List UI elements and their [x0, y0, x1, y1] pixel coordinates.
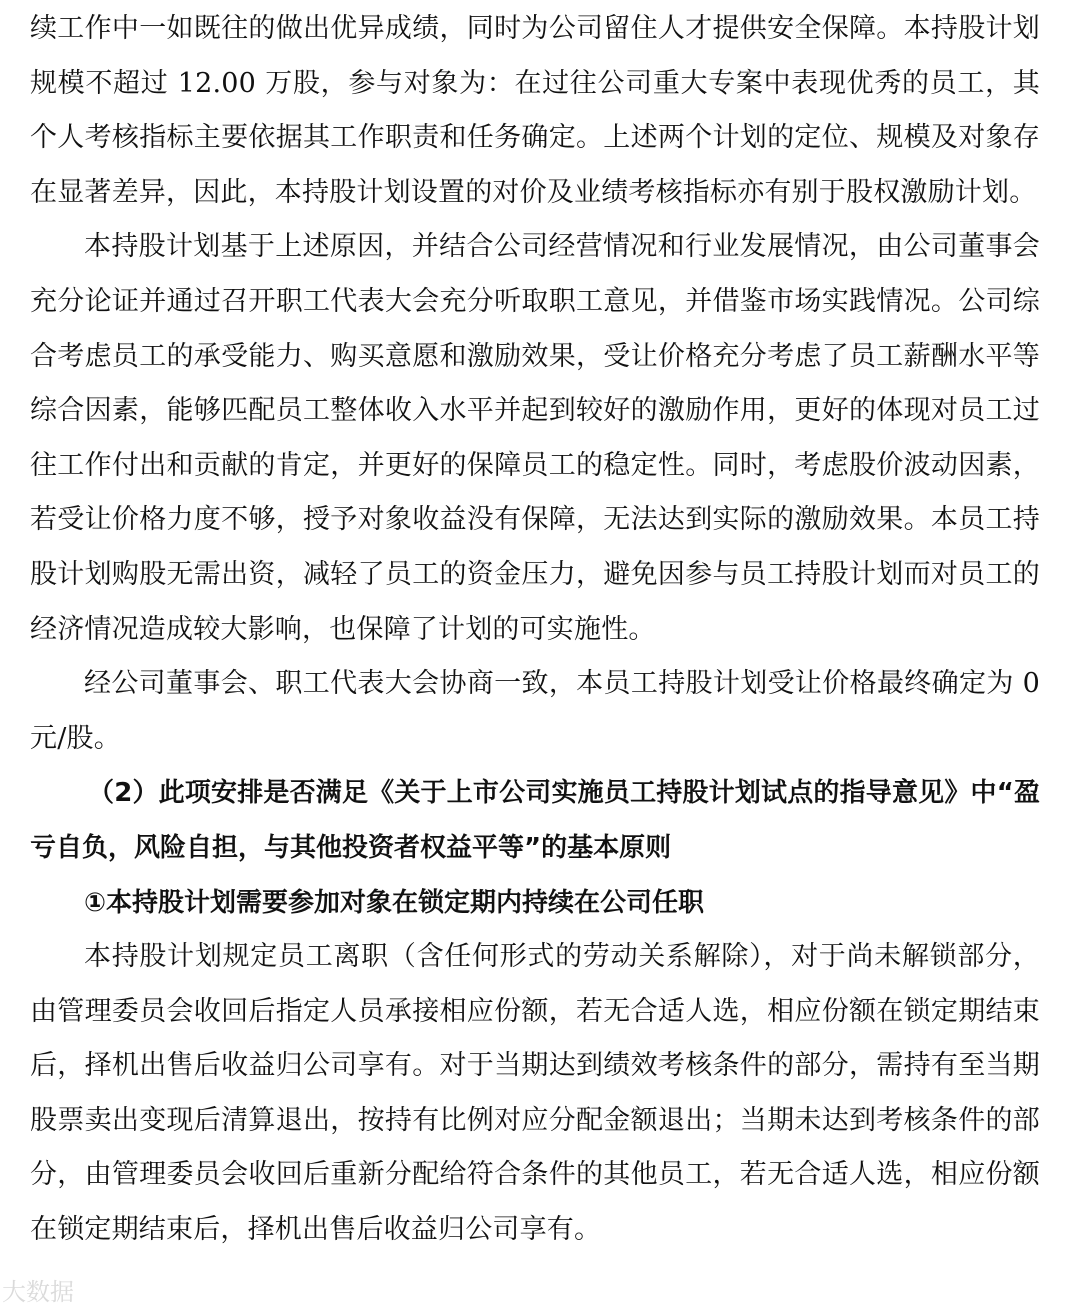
paragraph-reasoning: 本持股计划基于上述原因，并结合公司经营情况和行业发展情况，由公司董事会充分论证并通过召开职工代表大会充分听取职工意见，并借鉴市场实践情况。公司综合考虑员工的承受能力、购买意愿和激励效果，受让价格充分考虑了员工薪酬水平等综合因素，能够匹配员工整体收入水平并起到较好的激励作用，更好的体现对员工过往工作付出和贡献的肯定，并更好的保障员工的稳定性。同时，考虑股价波动因素，若受让价格力度不够，授予对象收益没有保障，无法达到实际的激励效果。本员工持股计划购股无需出资，减轻了员工的资金压力，避免因参与员工持股计划而对员工的经济情况造成较大影响，也保障了计划的可实施性。: [30, 231, 1040, 645]
paragraph-price-determination: 经公司董事会、职工代表大会协商一致，本员工持股计划受让价格最终确定为 0 元/股。: [30, 668, 1040, 754]
watermark: 大数据: [2, 1278, 74, 1306]
document-page: [30, 0, 1040, 1258]
paragraph-continued: 续工作中一如既往的做出优异成绩，同时为公司留住人才提供安全保障。本持股计划规模不超过 12.00 万股，参与对象为：在过往公司重大专案中表现优秀的员工，其个人考核指标主要依据其工作职责和任务确定。上述两个计划的定位、规模及对象存在显著差异，因此，本持股计划设置的对价及业绩考核指标亦有别于股权激励计划。: [30, 13, 1040, 208]
section-heading-2: （2）此项安排是否满足《关于上市公司实施员工持股计划试点的指导意见》中“盈亏自负，风险自担，与其他投资者权益平等”的基本原则: [30, 778, 1040, 863]
paragraph-resignation-rules: 本持股计划规定员工离职（含任何形式的劳动关系解除），对于尚未解锁部分，由管理委员会收回后指定人员承接相应份额，若无合适人选，相应份额在锁定期结束后，择机出售后收益归公司享有。对于当期达到绩效考核条件的部分，需持有至当期股票卖出变现后清算退出，按持有比例对应分配金额退出；当期未达到考核条件的部分，由管理委员会收回后重新分配给符合条件的其他员工，若无合适人选，相应份额在锁定期结束后，择机出售后收益归公司享有。: [30, 941, 1040, 1246]
subsection-heading-1: ①本持股计划需要参加对象在锁定期内持续在公司任职: [84, 887, 705, 918]
